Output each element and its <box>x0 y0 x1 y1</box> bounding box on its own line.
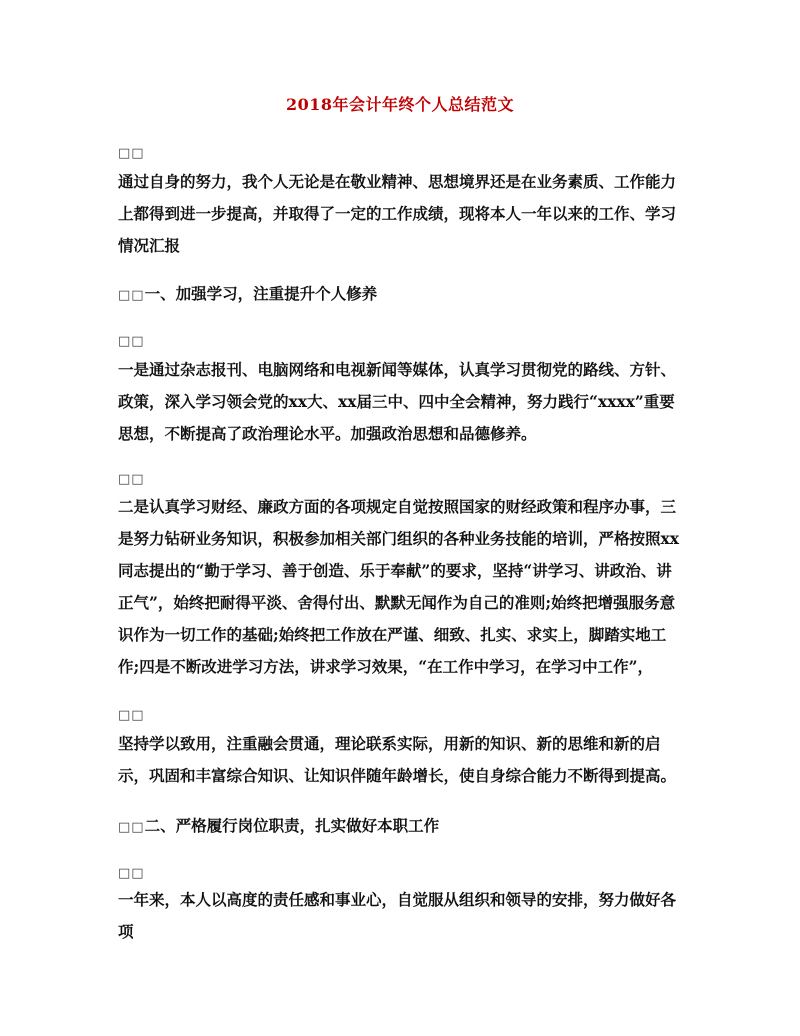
document-title: 2018年会计年终个人总结范文 <box>285 95 515 114</box>
section-heading-1 <box>118 278 686 312</box>
paragraph-study-2: 二是认真学习财经、廉政方面的各项规定自觉按照国家的财经政策和程序办事，三是努力钻研业务知识，积极参加相关部门组织的各种业务技能的培训，严格按照xx同志提出的“勤于学习、善于创造、乐于奉献”的要求，坚持“讲学习、讲政治、讲正气”，始终把耐得平淡、舍得付出、默默无闻作为自己的准则;始终把增强服务意识作为一切工作的基础;始终把工作放在严谨、细致、扎实、求实上，脚踏实地工作;四是不断改进学习方法，讲求学习效果，“在工作中学习，在学习中工作”， <box>118 497 679 676</box>
paragraph-duties: 一年来，本人以高度的责任感和事业心，自觉服从组织和领导的安排，努力做好各项 <box>118 890 677 941</box>
heading-marker: □□ <box>118 288 145 303</box>
paragraph-marker: □□ <box>118 472 145 487</box>
section-heading-2 <box>118 810 686 844</box>
heading-marker: □□ <box>118 820 145 835</box>
paragraph-marker: □□ <box>118 708 145 723</box>
paragraph-study-1: 一是通过杂志报刊、电脑网络和电视新闻等媒体，认真学习贯彻党的路线、方针、政策，深入学习领会党的xx大、xx届三中、四中全会精神，努力践行“xxxx”重要思想，不断提高了政治理论水平。加强政治思想和品德修养。 <box>118 360 677 443</box>
section-heading-2-text: 二、严格履行岗位职责，扎实做好本职工作 <box>144 816 440 835</box>
paragraph-marker: □□ <box>118 146 145 161</box>
section-heading-1-text: 一、加强学习，注重提升个人修养 <box>144 284 378 303</box>
paragraph-study-3: 坚持学以致用，注重融会贯通，理论联系实际，用新的知识、新的思维和新的启示，巩固和丰富综合知识、让知识伴随年龄增长，使自身综合能力不断得到提高。 <box>118 734 677 785</box>
paragraph-intro: 通过自身的努力，我个人无论是在敬业精神、思想境界还是在业务素质、工作能力上都得到进一步提高，并取得了一定的工作成绩，现将本人一年以来的工作、学习情况汇报 <box>118 172 677 255</box>
paragraph-marker: □□ <box>118 866 145 881</box>
paragraph-marker: □□ <box>118 334 145 349</box>
